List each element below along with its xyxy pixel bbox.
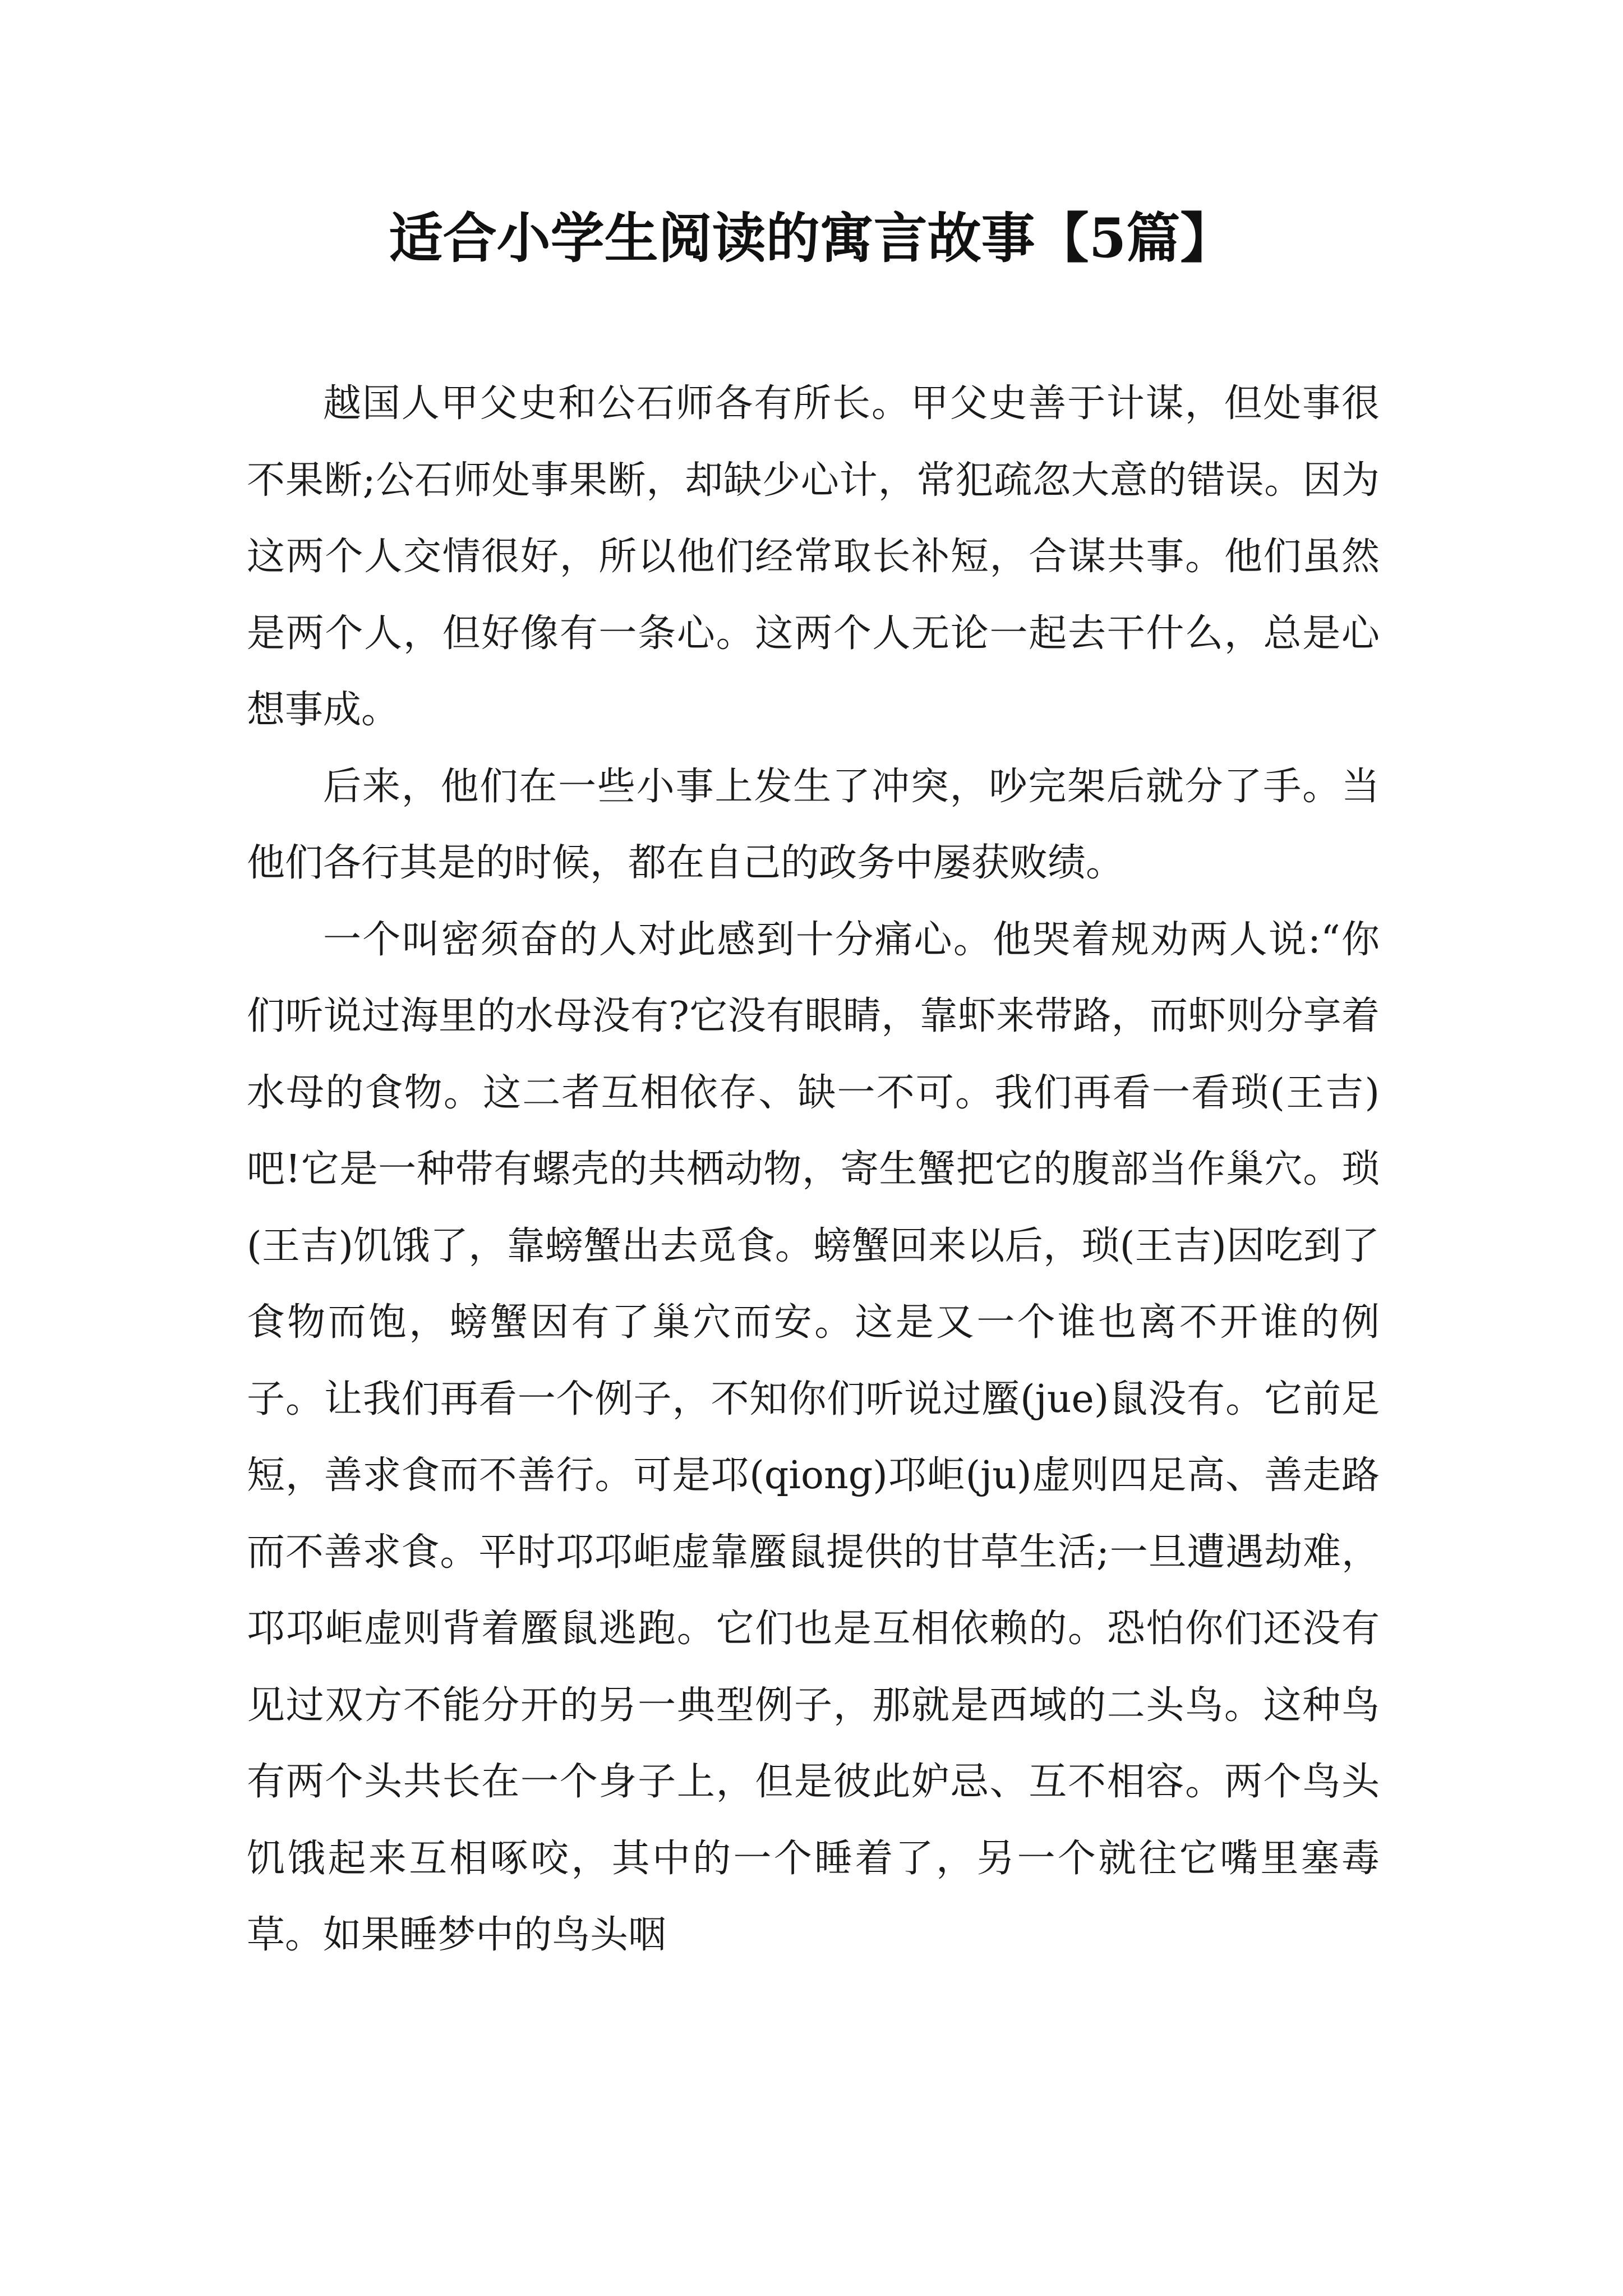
paragraph-2: 后来，他们在一些小事上发生了冲突，吵完架后就分了手。当他们各行其是的时候，都在自己的政务中屡获败绩。 xyxy=(247,764,1380,885)
paragraph-3: 一个叫密须奋的人对此感到十分痛心。他哭着规劝两人说:“你们听说过海里的水母没有?它没有眼睛，靠虾来带路，而虾则分享着水母的食物。这二者互相依存、缺一不可。我们再看一看琐(王吉)吧!它是一种带有螺壳的共栖动物，寄生蟹把它的腹部当作巢穴。琐(王吉)饥饿了，靠螃蟹出去觅食。螃蟹回来以后，琐(王吉)因吃到了食物而饱，螃蟹因有了巢穴而安。这是又一个谁也离不开谁的例子。让我们再看一个例子，不知你们听说过蟨(jue)鼠没有。它前足短，善求食而不善行。可是邛(qiong)邛岠(ju)虚则四足高、善走路而不善求食。平时邛邛岠虚靠蟨鼠提供的甘草生活;一旦遭遇劫难，邛邛岠虚则背着蟨鼠逃跑。它们也是互相依赖的。恐怕你们还没有见过双方不能分开的另一典型例子，那就是西域的二头鸟。这种鸟有两个头共长在一个身子上，但是彼此妒忌、互不相容。两个鸟头饥饿起来互相啄咬，其中的一个睡着了，另一个就往它嘴里塞毒草。如果睡梦中的鸟头咽 xyxy=(247,917,1380,1957)
document-title: 适合小学生阅读的寓言故事【5篇】 xyxy=(389,206,1234,270)
document-body xyxy=(247,366,1380,1974)
paragraph-1: 越国人甲父史和公石师各有所长。甲父史善于计谋，但处事很不果断;公石师处事果断，却缺少心计，常犯疏忽大意的错误。因为这两个人交情很好，所以他们经常取长补短，合谋共事。他们虽然是两个人，但好像有一条心。这两个人无论一起去干什么，总是心想事成。 xyxy=(247,381,1380,732)
